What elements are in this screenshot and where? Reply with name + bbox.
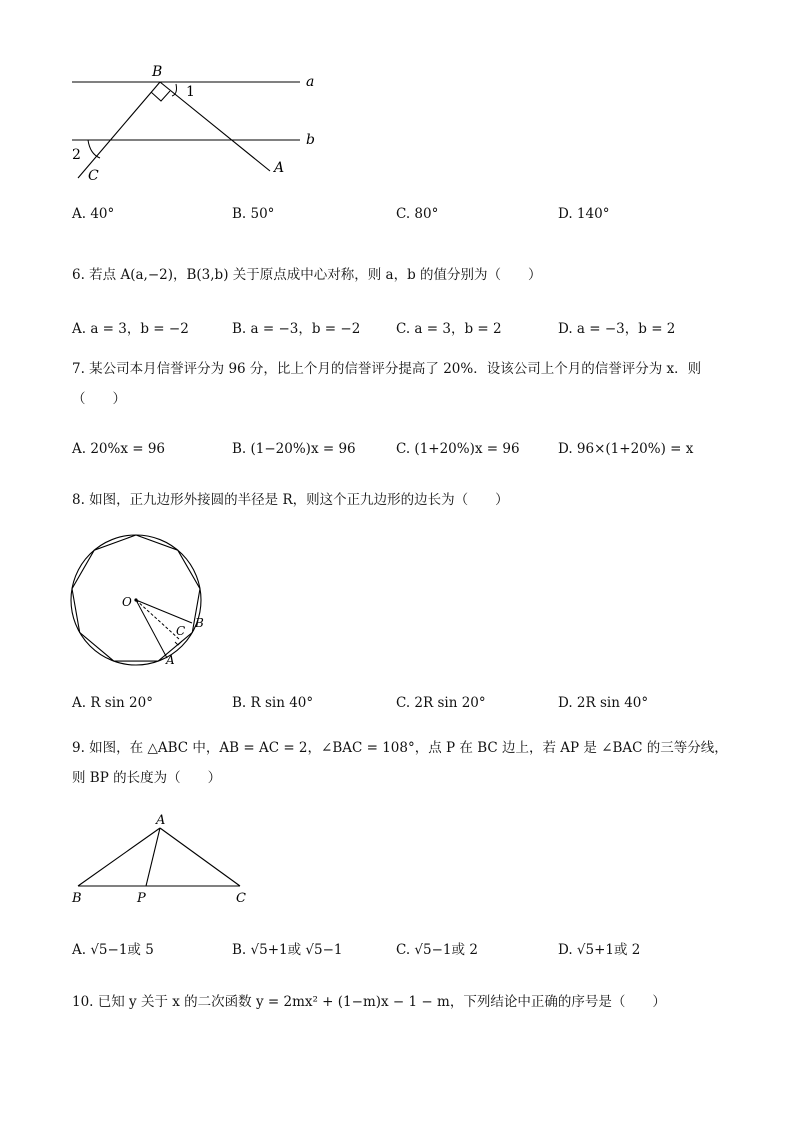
nonagon-figure (66, 530, 216, 670)
label-C: C (176, 624, 186, 638)
label-C: C (236, 891, 246, 906)
q9-option-b: B. √5+1或 √5−1 (232, 942, 343, 958)
triangle-figure (66, 810, 266, 910)
label-1: 1 (186, 84, 195, 100)
q8-option-d: D. 2R sin 40° (558, 695, 649, 711)
q6-text: 6. 若点 A(a,−2)，B(3,b) 关于原点成中心对称，则 a，b 的值分别为（ ） (72, 267, 542, 283)
q9-option-a: A. √5−1或 5 (72, 942, 154, 958)
label-B: B (72, 891, 82, 906)
label-b: b (306, 132, 315, 148)
label-A: A (166, 653, 175, 667)
q7-option-c: C. (1+20%)x = 96 (396, 441, 520, 457)
q5-option-a: A. 40° (72, 206, 115, 222)
q7-option-b: B. (1−20%)x = 96 (232, 441, 356, 457)
q9-option-c: C. √5−1或 2 (396, 942, 478, 958)
q5-option-c: C. 80° (396, 206, 439, 222)
label-2: 2 (72, 147, 81, 163)
label-a: a (306, 74, 315, 90)
q8-option-c: C. 2R sin 20° (396, 695, 486, 711)
q5-option-b: B. 50° (232, 206, 275, 222)
label-A: A (274, 160, 285, 176)
parallel-lines-figure (60, 58, 330, 188)
label-B: B (152, 64, 163, 80)
q9-text-line1: 9. 如图，在 △ABC 中，AB = AC = 2，∠BAC = 108°，点 P 在 BC 边上，若 AP 是 ∠BAC 的三等分线， (72, 740, 728, 756)
q10-text: 10. 已知 y 关于 x 的二次函数 y = 2mx² + (1−m)x − 1 − m，下列结论中正确的序号是（ ） (72, 994, 666, 1010)
q8-option-a: A. R sin 20° (72, 695, 153, 711)
q7-option-d: D. 96×(1+20%) = x (558, 441, 694, 457)
q8-option-b: B. R sin 40° (232, 695, 314, 711)
label-O: O (122, 595, 132, 609)
q7-option-a: A. 20%x = 96 (72, 441, 166, 457)
q6-option-d: D. a = −3，b = 2 (558, 321, 676, 337)
q5-option-d: D. 140° (558, 206, 610, 222)
q9-text-line2: 则 BP 的长度为（ ） (72, 770, 222, 786)
q7-text-line1: 7. 某公司本月信誉评分为 96 分，比上个月的信誉评分提高了 20%．设该公司上个月的信誉评分为 x．则 (72, 361, 702, 377)
label-P: P (137, 891, 146, 906)
label-B: B (195, 616, 204, 630)
q7-text-line2: （ ） (72, 391, 126, 407)
q8-text: 8. 如图，正九边形外接圆的半径是 R，则这个正九边形的边长为（ ） (72, 492, 509, 508)
label-A: A (156, 813, 166, 828)
q6-option-c: C. a = 3，b = 2 (396, 321, 502, 337)
label-C: C (88, 168, 99, 184)
q9-option-d: D. √5+1或 2 (558, 942, 641, 958)
q6-option-b: B. a = −3，b = −2 (232, 321, 361, 337)
q6-option-a: A. a = 3，b = −2 (72, 321, 189, 337)
